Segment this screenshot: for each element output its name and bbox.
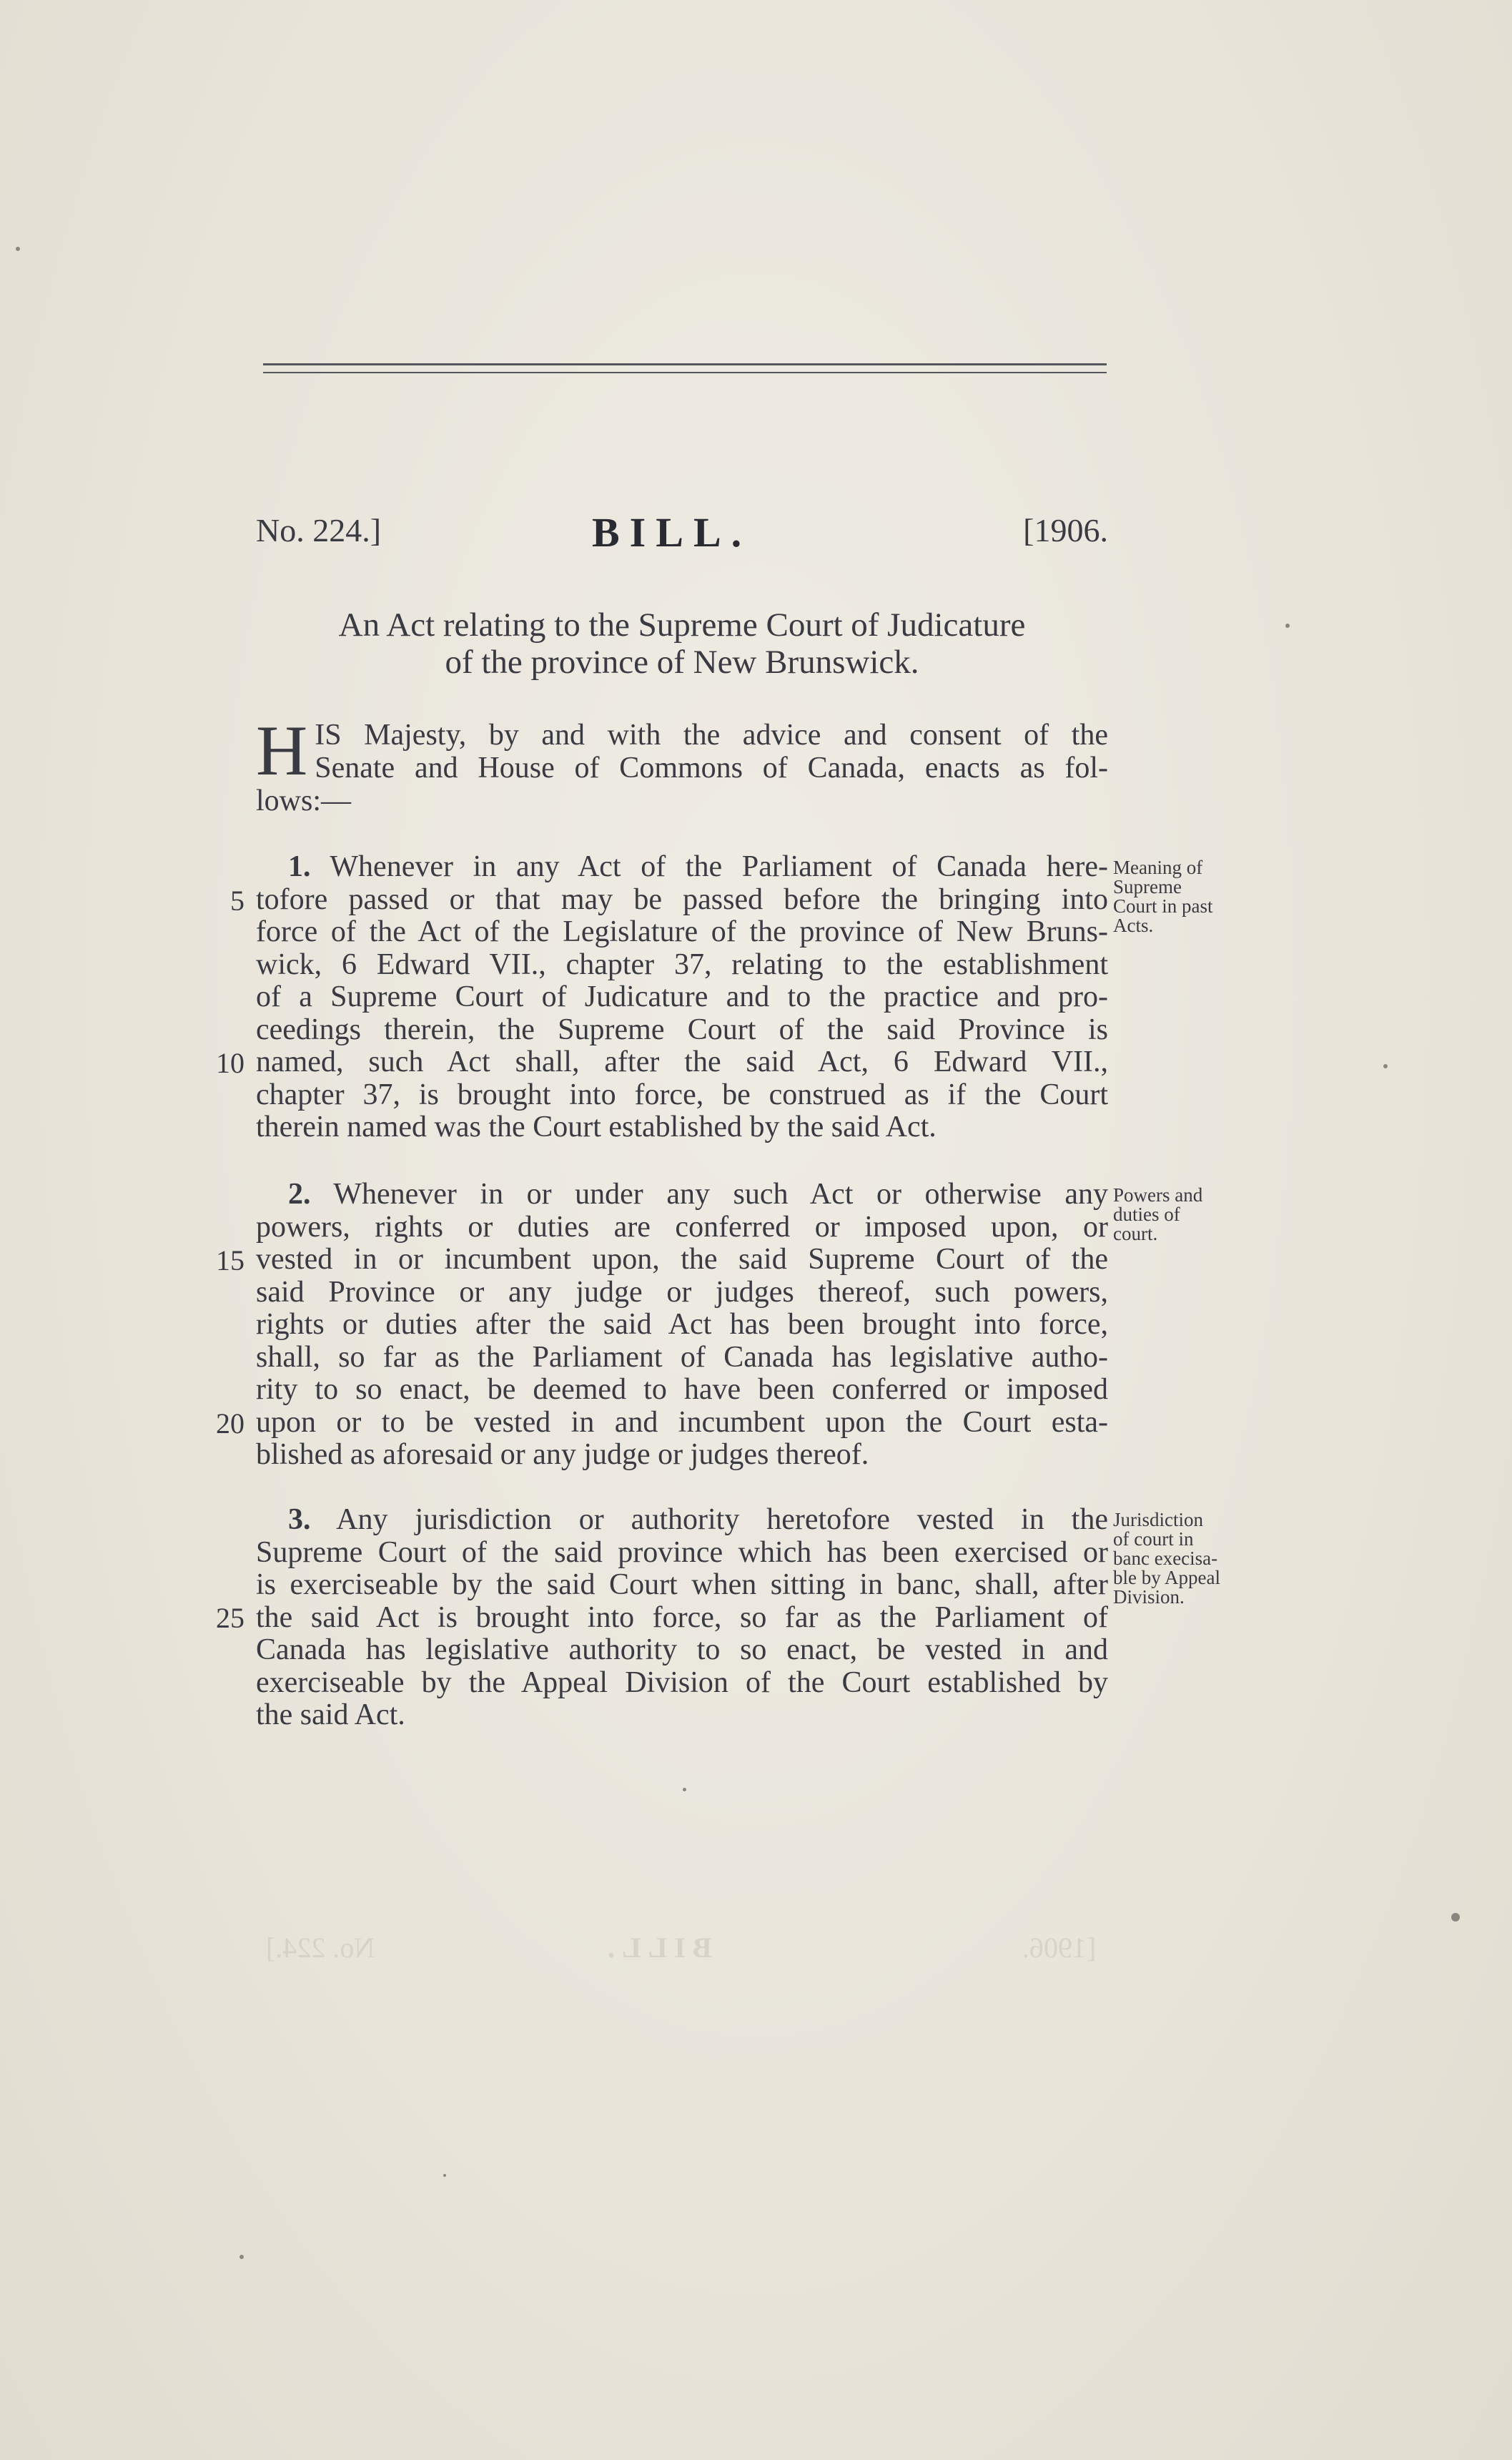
section-line: said Province or any judge or judges thereof, such powers, (256, 1275, 1108, 1309)
marginal-note-line: Supreme (1113, 876, 1182, 897)
section-line: Whenever in or under any such Act or otherwise any (333, 1178, 1108, 1211)
act-title-line-2: of the province of New Brunswick. (445, 644, 919, 681)
top-rule (263, 363, 1107, 365)
paper-speck (1285, 624, 1290, 628)
section-number: 1. (288, 850, 311, 883)
section-line: Whenever in any Act of the Parliament of Canada here- (330, 850, 1108, 883)
paper-speck (683, 1788, 686, 1791)
section-line: is exerciseable by the said Court when sitting in banc, shall, after (256, 1568, 1108, 1601)
section-line: Canada has legislative authority to so enact, be vested in and (256, 1633, 1108, 1666)
section-2 (256, 1179, 1108, 1472)
section-line: vested in or incumbent upon, the said Supreme Court of the (256, 1243, 1108, 1276)
section-line: ceedings therein, the Supreme Court of the said Province is (256, 1013, 1108, 1046)
section-line: wick, 6 Edward VII., chapter 37, relating to the establishment (256, 948, 1108, 981)
drop-cap: H (256, 711, 308, 790)
section-line: named, such Act shall, after the said Act, 6 Edward VII., (256, 1046, 1108, 1078)
bleed-through-number: No. 224.] (266, 1932, 375, 1964)
section-line: blished as aforesaid or any judge or judges thereof. (256, 1438, 869, 1471)
paper-speck (239, 2255, 244, 2259)
section-line: upon or to be vested in and incumbent upon the Court esta- (256, 1405, 1108, 1439)
paper-speck (16, 247, 20, 251)
section-line: therein named was the Court established by the said Act. (256, 1111, 937, 1143)
marginal-note-line: of court in (1113, 1528, 1194, 1550)
paper-speck (1451, 1913, 1460, 1922)
marginal-note-line: duties of (1113, 1204, 1180, 1225)
section-line: the said Act is brought into force, so far as the Parliament of (256, 1600, 1108, 1634)
marginal-note-line: court. (1113, 1223, 1158, 1244)
section-line: rights or duties after the said Act has been brought into force, (256, 1308, 1108, 1341)
bleed-through-heading: BILL. (601, 1932, 712, 1964)
section-line: tofore passed or that may be passed before the bringing into (256, 882, 1108, 916)
preamble-line-1: IS Majesty, by and with the advice and consent of the (315, 719, 1108, 752)
line-number: 15 (216, 1244, 244, 1276)
marginal-note-1 (1113, 858, 1285, 935)
section-number: 3. (288, 1503, 311, 1536)
section-line: rity to so enact, be deemed to have been conferred or imposed (256, 1373, 1108, 1406)
marginal-note-2 (1113, 1186, 1285, 1244)
section-1 (256, 851, 1108, 1144)
bill-heading: BILL. (592, 509, 752, 556)
act-title (256, 606, 1108, 681)
marginal-note-line: Powers and (1113, 1184, 1203, 1206)
section-line: powers, rights or duties are conferred or imposed upon, or (256, 1210, 1108, 1244)
line-number: 5 (230, 885, 244, 917)
marginal-note-line: Acts. (1113, 915, 1154, 936)
marginal-note-line: Court in past (1113, 895, 1213, 917)
marginal-note-line: banc execisa- (1113, 1548, 1218, 1569)
section-line: shall, so far as the Parliament of Canada has legislative autho- (256, 1340, 1108, 1374)
section-line: exerciseable by the Appeal Division of the Court established by (256, 1666, 1108, 1699)
line-number: 25 (216, 1602, 244, 1634)
section-line: Any jurisdiction or authority heretofore vested in the (336, 1503, 1108, 1536)
marginal-note-line: Jurisdiction (1113, 1509, 1203, 1530)
preamble-line-2: Senate and House of Commons of Canada, enacts as fol- (315, 752, 1108, 784)
marginal-note-line: Division. (1113, 1586, 1185, 1608)
act-title-line-1: An Act relating to the Supreme Court of Judicature (338, 606, 1026, 644)
section-line: chapter 37, is brought into force, be construed as if the Court (256, 1078, 1108, 1111)
section-line: force of the Act of the Legislature of the province of New Bruns- (256, 915, 1108, 948)
marginal-note-3 (1113, 1510, 1285, 1607)
section-line: the said Act. (256, 1698, 405, 1731)
marginal-note-line: ble by Appeal (1113, 1567, 1220, 1588)
section-line: Supreme Court of the said province which has been exercised or (256, 1535, 1108, 1569)
top-rule-thin (263, 372, 1107, 373)
marginal-note-line: Meaning of (1113, 857, 1203, 878)
section-3 (256, 1504, 1108, 1732)
bleed-through-year: [1906. (1022, 1932, 1097, 1964)
section-line: of a Supreme Court of Judicature and to the practice and pro- (256, 980, 1108, 1013)
bill-number: No. 224.] (256, 512, 382, 548)
line-number: 10 (216, 1047, 244, 1079)
paper-speck (443, 2174, 446, 2177)
paper-speck (1383, 1064, 1388, 1068)
preamble (256, 711, 1108, 817)
bill-header (256, 511, 1108, 554)
line-number: 20 (216, 1407, 244, 1440)
preamble-line-3: lows:— (256, 784, 352, 817)
bill-year: [1906. (1023, 512, 1108, 548)
section-number: 2. (288, 1178, 311, 1211)
